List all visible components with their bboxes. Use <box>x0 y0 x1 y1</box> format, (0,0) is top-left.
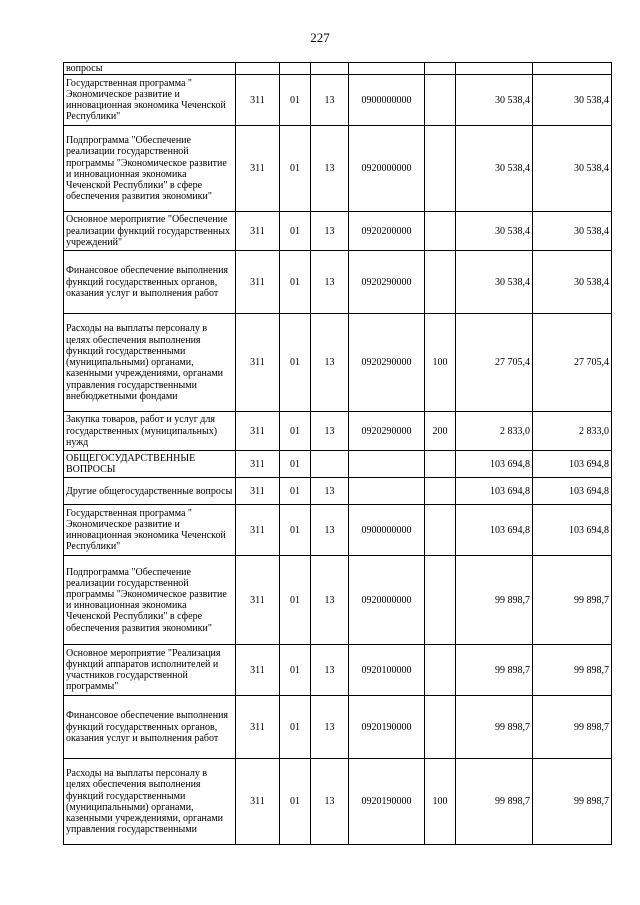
table-row <box>64 126 612 212</box>
row-section-code: 01 <box>280 696 311 759</box>
row-expense-type-code <box>425 63 456 75</box>
row-target-item-code: 0900000000 <box>349 75 425 126</box>
row-subsection-code: 13 <box>311 696 349 759</box>
row-ministry-code: 311 <box>236 478 280 505</box>
row-subsection-code: 13 <box>311 251 349 314</box>
row-subsection-code <box>311 451 349 478</box>
row-subsection-code: 13 <box>311 556 349 645</box>
row-amount-2: 103 694,8 <box>533 478 612 505</box>
table-row <box>64 696 612 759</box>
row-subsection-code: 13 <box>311 314 349 412</box>
row-description: Другие общегосударственные вопросы <box>64 478 236 505</box>
row-target-item-code: 0920190000 <box>349 696 425 759</box>
row-target-item-code: 0920190000 <box>349 759 425 845</box>
row-description: Основное мероприятие "Реализация функций аппаратов исполнителей и участников государственной программы" <box>64 645 236 696</box>
table-row <box>64 451 612 478</box>
row-amount-1: 99 898,7 <box>456 696 533 759</box>
row-amount-2: 99 898,7 <box>533 645 612 696</box>
row-ministry-code: 311 <box>236 696 280 759</box>
row-subsection-code: 13 <box>311 478 349 505</box>
row-amount-1 <box>456 63 533 75</box>
row-expense-type-code <box>425 478 456 505</box>
row-section-code: 01 <box>280 478 311 505</box>
table-row <box>64 75 612 126</box>
row-ministry-code: 311 <box>236 505 280 556</box>
row-expense-type-code <box>425 505 456 556</box>
table-row <box>64 212 612 251</box>
table-body <box>64 63 612 845</box>
row-expense-type-code: 200 <box>425 412 456 451</box>
row-ministry-code: 311 <box>236 75 280 126</box>
table-row <box>64 759 612 845</box>
row-amount-2: 99 898,7 <box>533 556 612 645</box>
row-amount-1: 2 833,0 <box>456 412 533 451</box>
row-section-code <box>280 63 311 75</box>
row-amount-1: 103 694,8 <box>456 478 533 505</box>
row-description: вопросы <box>64 63 236 75</box>
row-amount-2: 103 694,8 <box>533 505 612 556</box>
row-description: Финансовое обеспечение выполнения функций государственных органов, оказания услуг и выполнения работ <box>64 251 236 314</box>
row-expense-type-code <box>425 126 456 212</box>
row-ministry-code: 311 <box>236 451 280 478</box>
row-section-code: 01 <box>280 759 311 845</box>
row-section-code: 01 <box>280 505 311 556</box>
row-amount-1: 99 898,7 <box>456 759 533 845</box>
row-expense-type-code <box>425 556 456 645</box>
row-expense-type-code <box>425 645 456 696</box>
row-ministry-code: 311 <box>236 212 280 251</box>
table-row <box>64 505 612 556</box>
row-section-code: 01 <box>280 314 311 412</box>
row-amount-2: 99 898,7 <box>533 696 612 759</box>
table-row <box>64 63 612 75</box>
row-amount-2: 99 898,7 <box>533 759 612 845</box>
table-row <box>64 478 612 505</box>
row-amount-2: 30 538,4 <box>533 251 612 314</box>
row-ministry-code: 311 <box>236 412 280 451</box>
row-description: Основное мероприятие "Обеспечение реализации функций государственных учреждений" <box>64 212 236 251</box>
row-section-code: 01 <box>280 212 311 251</box>
row-target-item-code: 0920000000 <box>349 126 425 212</box>
page-number: 227 <box>310 30 330 45</box>
row-description: Государственная программа " Экономическое развитие и инновационная экономика Чеченской Республики" <box>64 505 236 556</box>
row-target-item-code: 0900000000 <box>349 505 425 556</box>
row-subsection-code <box>311 63 349 75</box>
row-amount-2: 30 538,4 <box>533 212 612 251</box>
row-amount-2: 27 705,4 <box>533 314 612 412</box>
row-expense-type-code: 100 <box>425 314 456 412</box>
row-amount-1: 103 694,8 <box>456 451 533 478</box>
row-ministry-code: 311 <box>236 126 280 212</box>
row-section-code: 01 <box>280 126 311 212</box>
row-amount-1: 30 538,4 <box>456 75 533 126</box>
row-amount-1: 99 898,7 <box>456 556 533 645</box>
row-section-code: 01 <box>280 412 311 451</box>
row-subsection-code: 13 <box>311 645 349 696</box>
row-amount-2: 30 538,4 <box>533 126 612 212</box>
row-amount-1: 99 898,7 <box>456 645 533 696</box>
row-section-code: 01 <box>280 451 311 478</box>
row-ministry-code: 311 <box>236 314 280 412</box>
row-subsection-code: 13 <box>311 75 349 126</box>
row-expense-type-code: 100 <box>425 759 456 845</box>
row-subsection-code: 13 <box>311 759 349 845</box>
row-subsection-code: 13 <box>311 505 349 556</box>
row-target-item-code <box>349 451 425 478</box>
row-description: ОБЩЕГОСУДАРСТВЕННЫЕ ВОПРОСЫ <box>64 451 236 478</box>
row-target-item-code <box>349 63 425 75</box>
row-description: Финансовое обеспечение выполнения функций государственных органов, оказания услуг и выполнения работ <box>64 696 236 759</box>
row-amount-1: 30 538,4 <box>456 212 533 251</box>
row-ministry-code: 311 <box>236 645 280 696</box>
row-section-code: 01 <box>280 75 311 126</box>
row-section-code: 01 <box>280 251 311 314</box>
table-row <box>64 645 612 696</box>
row-amount-2 <box>533 63 612 75</box>
row-expense-type-code <box>425 251 456 314</box>
row-description: Подпрограмма "Обеспечение реализации государственной программы "Экономическое развитие и инновационная экономика Чеченской Республики" в сфере обеспечения развития экономики" <box>64 556 236 645</box>
table-row <box>64 412 612 451</box>
row-amount-1: 30 538,4 <box>456 126 533 212</box>
row-subsection-code: 13 <box>311 126 349 212</box>
row-target-item-code <box>349 478 425 505</box>
row-target-item-code: 0920200000 <box>349 212 425 251</box>
row-target-item-code: 0920000000 <box>349 556 425 645</box>
row-amount-2: 2 833,0 <box>533 412 612 451</box>
row-expense-type-code <box>425 451 456 478</box>
row-description: Расходы на выплаты персоналу в целях обеспечения выполнения функций государственными (муниципальными) органами, казенными учреждениями, органами управления государственными внебюджетными фондами <box>64 314 236 412</box>
row-amount-2: 103 694,8 <box>533 451 612 478</box>
row-expense-type-code <box>425 696 456 759</box>
table-row <box>64 251 612 314</box>
row-ministry-code <box>236 63 280 75</box>
row-target-item-code: 0920290000 <box>349 314 425 412</box>
row-description: Расходы на выплаты персоналу в целях обеспечения выполнения функций государственными (муниципальными) органами, казенными учреждениями, органами управления государственными <box>64 759 236 845</box>
row-description: Подпрограмма "Обеспечение реализации государственной программы "Экономическое развитие и инновационная экономика Чеченской Республики" в сфере обеспечения развития экономики" <box>64 126 236 212</box>
row-subsection-code: 13 <box>311 412 349 451</box>
row-target-item-code: 0920100000 <box>349 645 425 696</box>
row-amount-1: 30 538,4 <box>456 251 533 314</box>
row-subsection-code: 13 <box>311 212 349 251</box>
row-ministry-code: 311 <box>236 556 280 645</box>
table-row <box>64 556 612 645</box>
row-description: Закупка товаров, работ и услуг для государственных (муниципальных) нужд <box>64 412 236 451</box>
row-expense-type-code <box>425 75 456 126</box>
row-ministry-code: 311 <box>236 759 280 845</box>
row-amount-1: 103 694,8 <box>456 505 533 556</box>
row-description: Государственная программа " Экономическое развитие и инновационная экономика Чеченской Республики" <box>64 75 236 126</box>
row-expense-type-code <box>425 212 456 251</box>
row-target-item-code: 0920290000 <box>349 251 425 314</box>
row-ministry-code: 311 <box>236 251 280 314</box>
budget-table <box>63 62 612 845</box>
row-amount-1: 27 705,4 <box>456 314 533 412</box>
table-row <box>64 314 612 412</box>
row-section-code: 01 <box>280 556 311 645</box>
row-target-item-code: 0920290000 <box>349 412 425 451</box>
row-section-code: 01 <box>280 645 311 696</box>
row-amount-2: 30 538,4 <box>533 75 612 126</box>
